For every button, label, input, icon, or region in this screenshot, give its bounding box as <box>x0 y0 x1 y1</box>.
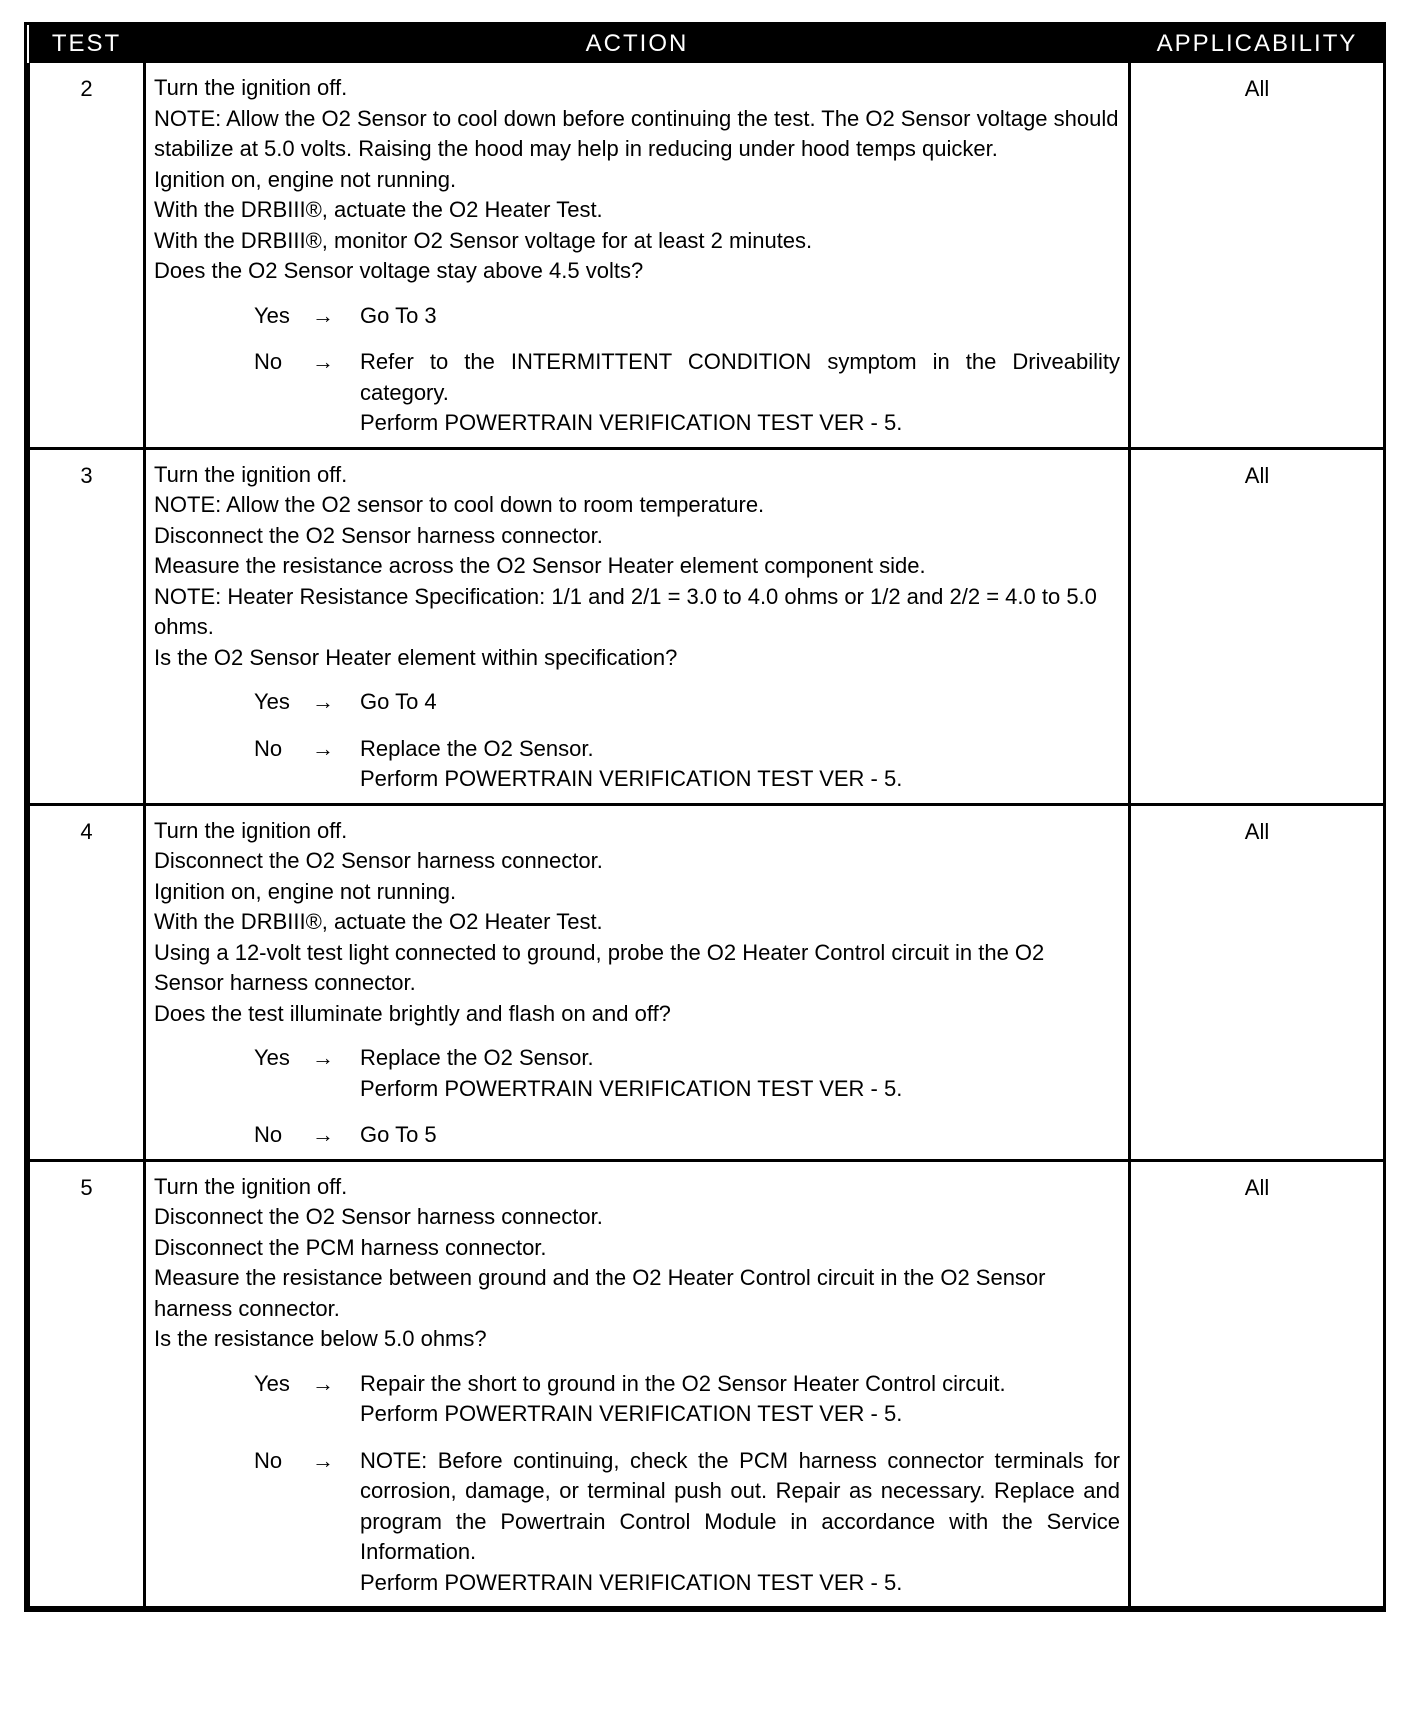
applicability-value: All <box>1130 448 1385 804</box>
result-line: Perform POWERTRAIN VERIFICATION TEST VER - 5. <box>360 1569 903 1595</box>
yes-label: Yes <box>254 1045 290 1070</box>
yes-result <box>360 1369 1120 1430</box>
action-step: Ignition on, engine not running. <box>154 166 457 192</box>
yes-label: Yes <box>254 689 290 714</box>
no-outcome <box>154 734 1120 795</box>
action-step: NOTE: Heater Resistance Specification: 1/1 and 2/1 = 3.0 to 4.0 ohms or 1/2 and 2/2 = 4.0 to 5.0 ohms. <box>154 583 1097 639</box>
table-row <box>29 1160 1385 1608</box>
action-step: With the DRBIII®, monitor O2 Sensor voltage for at least 2 minutes. <box>154 227 813 253</box>
outcomes <box>154 301 1120 439</box>
action-step: With the DRBIII®, actuate the O2 Heater Test. <box>154 909 603 934</box>
header-applicability: APPLICABILITY <box>1130 25 1385 63</box>
result-line: Repair the short to ground in the O2 Sensor Heater Control circuit. <box>360 1370 1006 1396</box>
result-line: Perform POWERTRAIN VERIFICATION TEST VER - 5. <box>360 766 903 791</box>
outcomes <box>154 1369 1120 1599</box>
arrow-icon: → <box>312 1370 334 1396</box>
result-line: Perform POWERTRAIN VERIFICATION TEST VER - 5. <box>360 410 903 435</box>
action-step: Measure the resistance across the O2 Sensor Heater element component side. <box>154 553 926 578</box>
action-step: Is the resistance below 5.0 ohms? <box>154 1326 487 1351</box>
result-line: Go To 3 <box>360 302 437 328</box>
action-cell <box>145 1160 1130 1608</box>
no-result <box>360 1120 1120 1151</box>
arrow-icon: → <box>312 689 334 714</box>
action-step: Does the test illuminate brightly and flash on and off? <box>154 1000 671 1026</box>
no-label: No <box>254 1447 283 1473</box>
no-label: No <box>254 349 283 374</box>
table-row <box>29 63 1385 448</box>
no-outcome <box>154 1446 1120 1599</box>
action-step: Turn the ignition off. <box>154 817 348 843</box>
action-step: Is the O2 Sensor Heater element within specification? <box>154 644 678 670</box>
test-table <box>27 25 1386 1609</box>
applicability-value: All <box>1130 63 1385 448</box>
diagnostic-test-table <box>24 22 1386 1612</box>
action-step: Measure the resistance between ground and the O2 Heater Control circuit in the O2 Sensor harness connector. <box>154 1265 1046 1321</box>
yes-result <box>360 687 1120 718</box>
yes-result <box>360 301 1120 332</box>
result-line: Refer to the INTERMITTENT CONDITION symptom in the Driveability category. <box>360 349 1120 405</box>
action-step: NOTE: Allow the O2 sensor to cool down to room temperature. <box>154 492 765 517</box>
action-step: Disconnect the O2 Sensor harness connector. <box>154 848 603 873</box>
no-outcome <box>154 1120 1120 1151</box>
action-cell <box>145 63 1130 448</box>
yes-result <box>360 1043 1120 1104</box>
yes-outcome <box>154 301 1120 332</box>
outcomes <box>154 687 1120 795</box>
no-label: No <box>254 1122 283 1147</box>
action-step: Using a 12-volt test light connected to ground, probe the O2 Heater Control circuit in the O2 Sensor harness connector. <box>154 939 1045 995</box>
action-cell <box>145 804 1130 1160</box>
test-number: 2 <box>29 63 145 448</box>
arrow-icon: → <box>312 349 334 374</box>
arrow-icon: → <box>312 735 334 761</box>
no-label: No <box>254 735 283 761</box>
arrow-icon: → <box>312 1447 334 1473</box>
yes-outcome <box>154 687 1120 718</box>
action-step: Disconnect the O2 Sensor harness connector. <box>154 522 603 548</box>
action-step: Ignition on, engine not running. <box>154 878 457 904</box>
action-step: Turn the ignition off. <box>154 461 348 487</box>
result-line: Go To 4 <box>360 689 437 714</box>
no-result <box>360 1446 1120 1599</box>
action-step: Turn the ignition off. <box>154 75 348 100</box>
outcomes <box>154 1043 1120 1151</box>
result-line: NOTE: Before continuing, check the PCM harness connector terminals for corrosion, damage, or terminal push out. Repair as necessary. Replace and program the Powertrain Control Module in accordance with the Service Information. <box>360 1447 1120 1564</box>
yes-label: Yes <box>254 302 290 328</box>
yes-label: Yes <box>254 1370 290 1396</box>
header-row <box>29 25 1385 63</box>
arrow-icon: → <box>312 1045 334 1070</box>
arrow-icon: → <box>312 1122 334 1147</box>
no-result <box>360 347 1120 439</box>
result-line: Replace the O2 Sensor. <box>360 1045 594 1070</box>
result-line: Perform POWERTRAIN VERIFICATION TEST VER - 5. <box>360 1401 903 1426</box>
yes-outcome <box>154 1043 1120 1104</box>
action-step: NOTE: Allow the O2 Sensor to cool down before continuing the test. The O2 Sensor voltage should stabilize at 5.0 volts. Raising the hood may help in reducing under hood temps quicker. <box>154 105 1119 161</box>
result-line: Replace the O2 Sensor. <box>360 735 594 761</box>
test-number: 5 <box>29 1160 145 1608</box>
action-step: Disconnect the PCM harness connector. <box>154 1234 547 1260</box>
yes-outcome <box>154 1369 1120 1430</box>
action-step: Disconnect the O2 Sensor harness connector. <box>154 1204 603 1229</box>
result-line: Go To 5 <box>360 1122 437 1147</box>
applicability-value: All <box>1130 804 1385 1160</box>
action-step: Does the O2 Sensor voltage stay above 4.5 volts? <box>154 258 644 283</box>
header-test: TEST <box>29 25 145 63</box>
applicability-value: All <box>1130 1160 1385 1608</box>
action-step: Turn the ignition off. <box>154 1173 348 1199</box>
header-action: ACTION <box>145 25 1130 63</box>
test-number: 3 <box>29 448 145 804</box>
arrow-icon: → <box>312 302 334 328</box>
no-result <box>360 734 1120 795</box>
table-row <box>29 804 1385 1160</box>
result-line: Perform POWERTRAIN VERIFICATION TEST VER - 5. <box>360 1075 903 1101</box>
action-cell <box>145 448 1130 804</box>
test-number: 4 <box>29 804 145 1160</box>
no-outcome <box>154 347 1120 439</box>
table-row <box>29 448 1385 804</box>
action-step: With the DRBIII®, actuate the O2 Heater Test. <box>154 197 603 222</box>
